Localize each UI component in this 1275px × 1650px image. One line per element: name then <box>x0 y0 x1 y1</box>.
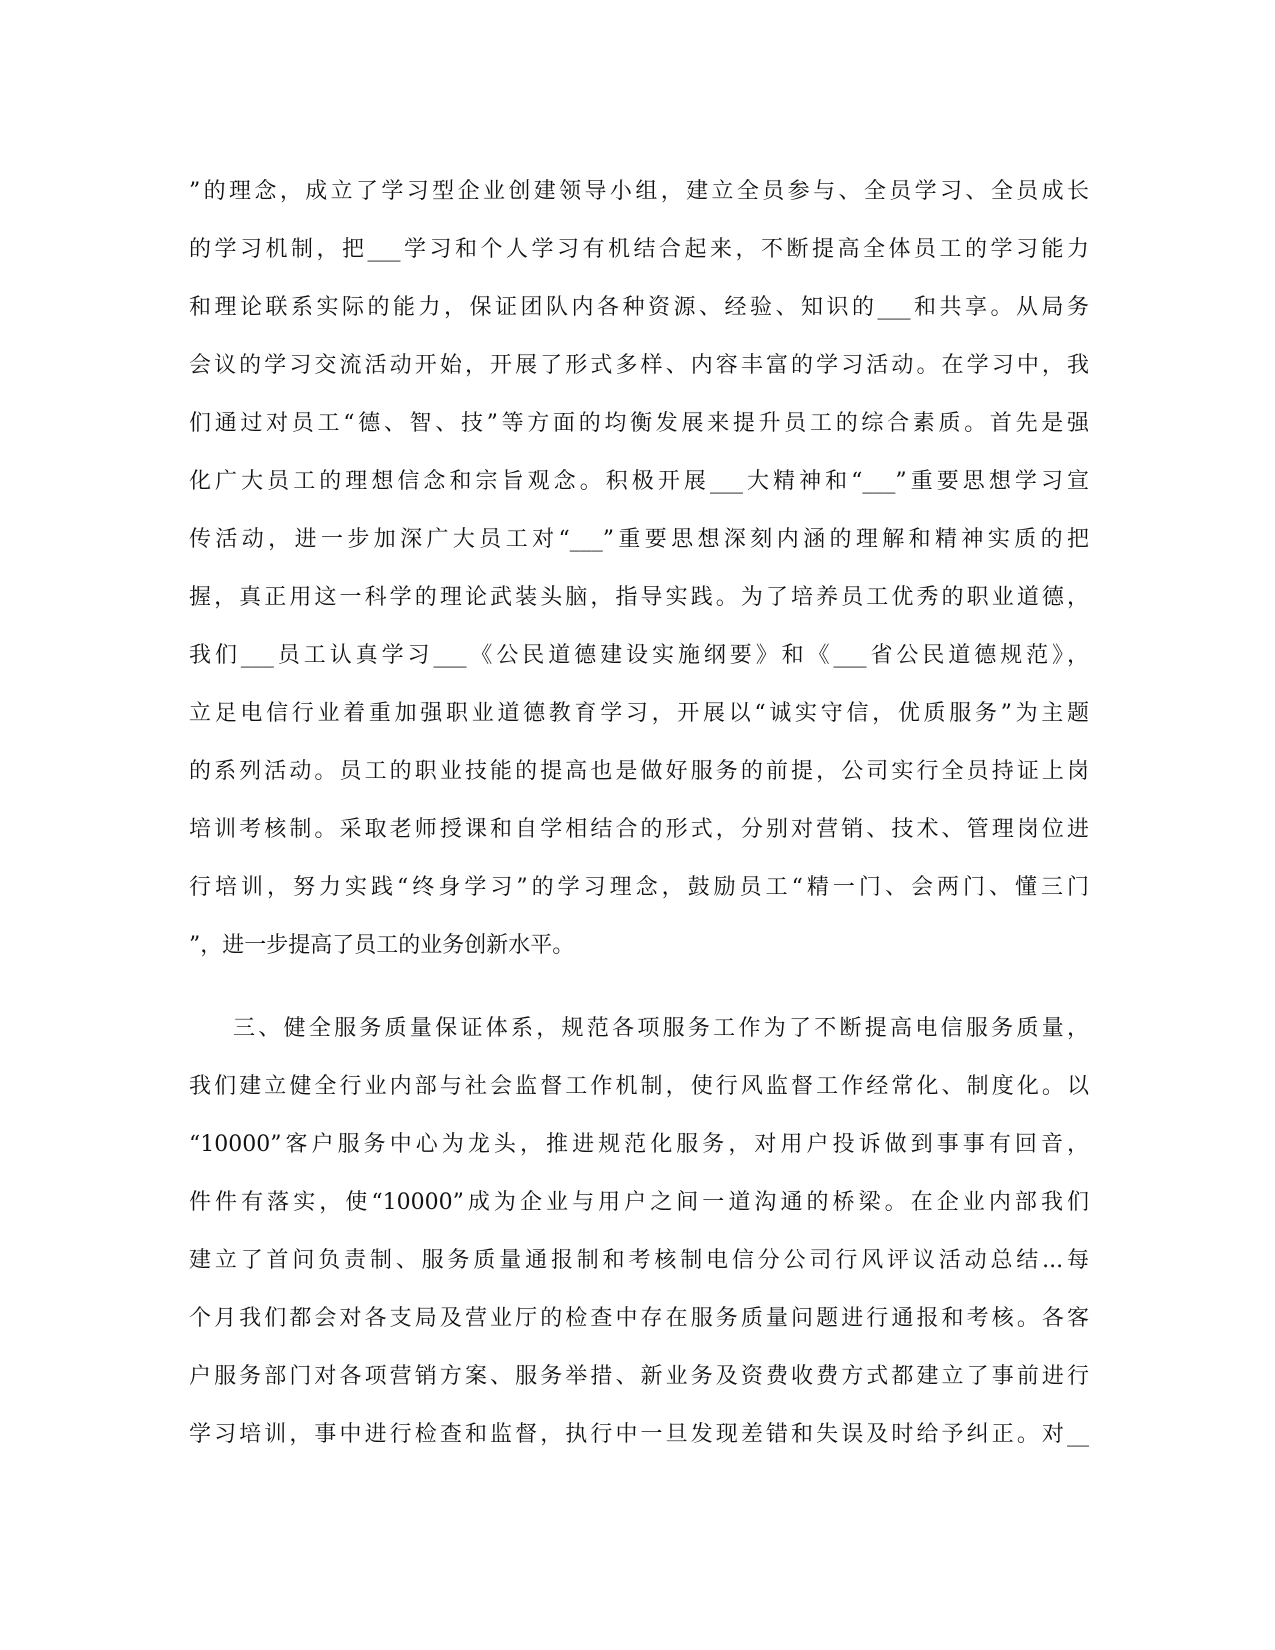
text-line: 们通过对员工“德、智、技”等方面的均衡发展来提升员工的综合素质。首先是强 <box>189 411 1089 436</box>
text-line: “10000”客户服务中心为龙头，推进规范化服务，对用户投诉做到事事有回音， <box>189 1132 1089 1157</box>
text-line: 学习培训，事中进行检查和监督，执行中一旦发现差错和失误及时给予纠正。对__ <box>189 1422 1089 1447</box>
text-line: 行培训，努力实践“终身学习”的学习理念，鼓励员工“精一门、会两门、懂三门 <box>189 875 1089 900</box>
text-line: 化广大员工的理想信念和宗旨观念。积极开展___大精神和“___”重要思想学习宣 <box>189 469 1089 494</box>
text-line: 会议的学习交流活动开始，开展了形式多样、内容丰富的学习活动。在学习中，我 <box>189 353 1089 378</box>
text-line: 我们建立健全行业内部与社会监督工作机制，使行风监督工作经常化、制度化。以 <box>189 1074 1089 1099</box>
paragraph-learning-mechanism <box>189 163 1089 975</box>
text-line: 的系列活动。员工的职业技能的提高也是做好服务的前提，公司实行全员持证上岗 <box>189 759 1089 784</box>
text-line: 培训考核制。采取老师授课和自学相结合的形式，分别对营销、技术、管理岗位进 <box>189 817 1089 842</box>
text-line: 握，真正用这一科学的理论武装头脑，指导实践。为了培养员工优秀的职业道德， <box>189 585 1089 610</box>
text-line: 建立了首问负责制、服务质量通报制和考核制电信分公司行风评议活动总结...每 <box>189 1248 1089 1273</box>
text-line: 三、健全服务质量保证体系，规范各项服务工作为了不断提高电信服务质量， <box>233 1016 1089 1041</box>
text-line: 传活动，进一步加深广大员工对“___”重要思想深刻内涵的理解和精神实质的把 <box>189 527 1089 552</box>
text-line: 我们___员工认真学习___《公民道德建设实施纲要》和《___省公民道德规范》， <box>189 643 1089 668</box>
paragraph-service-quality <box>189 1000 1089 1464</box>
text-line: 件件有落实，使“10000”成为企业与用户之间一道沟通的桥梁。在企业内部我们 <box>189 1190 1089 1215</box>
text-line: ”的理念，成立了学习型企业创建领导小组，建立全员参与、全员学习、全员成长 <box>189 179 1089 204</box>
text-line: 户服务部门对各项营销方案、服务举措、新业务及资费收费方式都建立了事前进行 <box>189 1364 1089 1389</box>
text-line: 个月我们都会对各支局及营业厅的检查中存在服务质量问题进行通报和考核。各客 <box>189 1306 1089 1331</box>
text-line: 立足电信行业着重加强职业道德教育学习，开展以“诚实守信，优质服务”为主题 <box>189 701 1089 726</box>
text-line: 和理论联系实际的能力，保证团队内各种资源、经验、知识的___和共享。从局务 <box>189 295 1089 320</box>
text-line: 的学习机制，把___学习和个人学习有机结合起来，不断提高全体员工的学习能力 <box>189 237 1089 262</box>
text-line: ”，进一步提高了员工的业务创新水平。 <box>189 933 575 958</box>
